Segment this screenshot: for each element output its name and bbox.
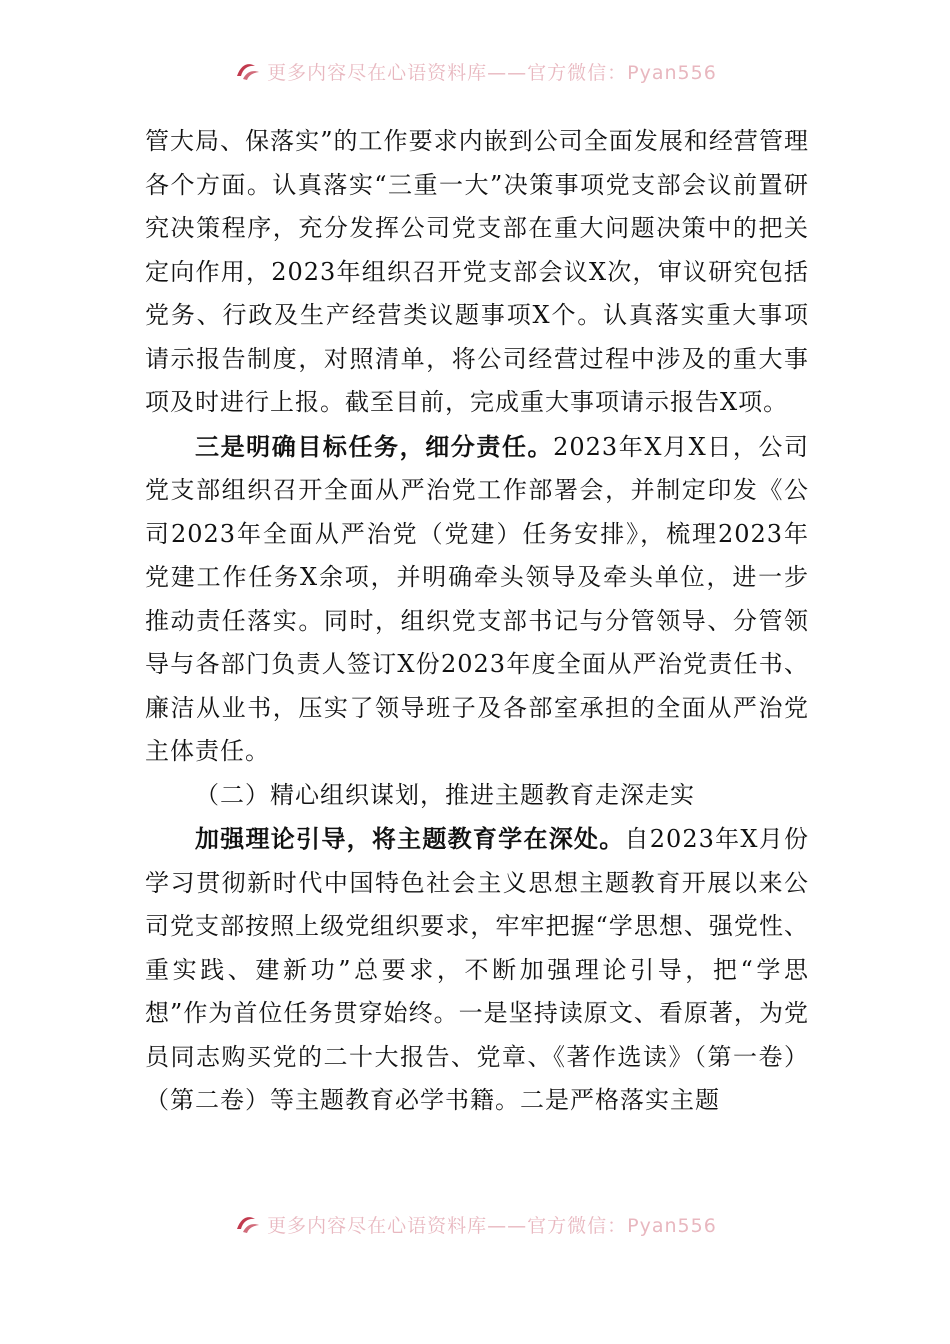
paragraph-3 bbox=[145, 817, 809, 1123]
paragraph-3-lead: 加强理论引导，将主题教育学在深处。 bbox=[195, 824, 625, 853]
logo-icon bbox=[233, 1213, 261, 1235]
watermark-text: 更多内容尽在心语资料库——官方微信：Pyan556 bbox=[267, 1214, 717, 1237]
paragraph-2-lead: 三是明确目标任务，细分责任。 bbox=[195, 431, 554, 461]
watermark-header bbox=[0, 56, 950, 86]
paragraph-1-text: 管大局、保落实”的工作要求内嵌到公司全面发展和经营管理各个方面。认真落实“三重一大”决策事项党支部会议前置研究决策程序，充分发挥公司党支部在重大问题决策中的把关定向作用，2023年组织召开党支部会议X次，审议研究包括党务、行政及生产经营类议题事项X个。认真落实重大事项请示报告制度，对照清单，将公司经营过程中涉及的重大事项及时进行上报。截至目前，完成重大事项请示报告X项。 bbox=[145, 127, 809, 416]
watermark-text: 更多内容尽在心语资料库——官方微信：Pyan556 bbox=[267, 61, 717, 84]
paragraph-1 bbox=[145, 120, 809, 425]
paragraph-2 bbox=[145, 425, 809, 774]
document-body bbox=[145, 120, 809, 1123]
logo-icon bbox=[233, 60, 261, 82]
watermark-footer bbox=[0, 1209, 950, 1239]
paragraph-3-text: 自2023年X月份学习贯彻新时代中国特色社会主义思想主题教育开展以来公司党支部按照上级党组织要求，牢牢把握“学思想、强党性、重实践、建新功”总要求，不断加强理论引导，把“学思想”作为首位任务贯穿始终。一是坚持读原文、看原著，为党员同志购买党的二十大报告、党章、《著作选读》（第一卷）（第二卷）等主题教育必学书籍。二是严格落实主题 bbox=[145, 825, 810, 1114]
section-heading: （二）精心组织谋划，推进主题教育走深走实 bbox=[195, 780, 695, 809]
paragraph-2-text: 2023年X月X日，公司党支部组织召开全面从严治党工作部署会，并制定印发《公司2023年全面从严治党（党建）任务安排》，梳理2023年党建工作任务X余项，并明确牵头领导及牵头单位，进一步推动责任落实。同时，组织党支部书记与分管领导、分管领导与各部门负责人签订X份2023年度全面从严治党责任书、廉洁从业书，压实了领导班子及各部室承担的全面从严治党主体责任。 bbox=[145, 432, 810, 765]
